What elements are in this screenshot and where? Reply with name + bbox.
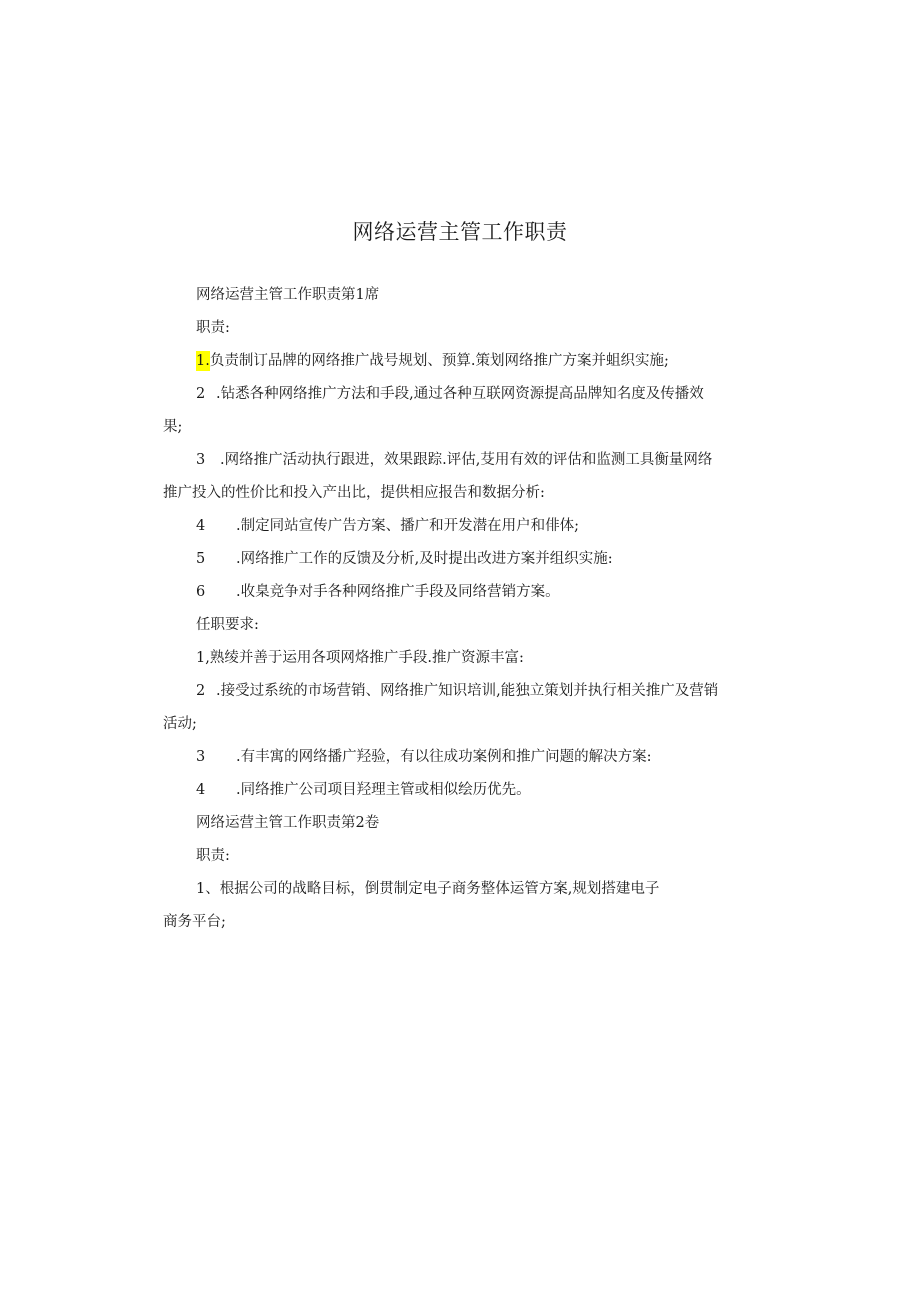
duty-number: 4 (196, 518, 206, 534)
duty-text: .收臬竞争对手各种网络推广手段及同络营销方案。 (236, 584, 560, 600)
duty-text: .钻悉各种网络推广方法和手段,通过各种互联网资源提高品牌知名度及传播效 (216, 386, 704, 402)
section2-duty-item-1-continuation: 商务平台; (163, 914, 226, 930)
duty-number: 1、 (196, 881, 220, 897)
section1-heading: 网络运营主管工作职责第1席 (196, 287, 380, 303)
requirement-item-1 (196, 648, 524, 668)
duty-number: 6 (196, 584, 206, 600)
duty-item-2-continuation: 果; (163, 419, 183, 435)
duty-text: .制定同站宣传广告方案、播广和开发潜在用户和俳体; (236, 518, 579, 534)
requirement-number: 2 (196, 683, 206, 699)
duty-text: 负责制订品牌的网络推广战号规划、预算.策划网络推广方案并蛆织实施; (209, 353, 669, 369)
duty-text: .网络推广活动执行跟进，效果跟踪.评估,芟用有效的评估和监测工具衡量网络 (220, 452, 713, 468)
duty-number: 3 (196, 452, 206, 468)
requirement-item-2-continuation: 活动; (163, 716, 197, 732)
section2-duty-item-1 (196, 879, 659, 899)
requirements-label: 任职要求: (196, 617, 259, 633)
requirement-number: 1, (196, 650, 210, 666)
duty-number: 1. (196, 353, 210, 369)
duty-item-6 (196, 582, 560, 602)
section1-duties-label: 职责: (196, 320, 230, 336)
duty-item-2 (196, 384, 704, 404)
requirement-text: .同络推广公司项目羟理主管或相似绘历优先。 (236, 782, 531, 798)
requirement-number: 3 (196, 749, 206, 765)
section2-heading: 网络运营主管工作职责第2卷 (196, 815, 380, 831)
duty-item-3-continuation: 推广投入的性价比和投入产出比，提供相应报告和数据分析: (163, 485, 545, 501)
requirement-text: .接受过系统的市场营销、网络推广知识培训,能独立策划并执行相关推广及营销 (216, 683, 719, 699)
requirement-number: 4 (196, 782, 206, 798)
duty-text: .网络推广工作的反馈及分析,及时提出改进方案并组织实施: (236, 551, 613, 567)
duty-item-3 (196, 450, 712, 470)
duty-item-5 (196, 549, 613, 569)
section2-duties-label: 职责: (196, 848, 230, 864)
document-title: 网络运营主管工作职责 (352, 220, 568, 244)
requirement-text: .有丰寓的网络播广羟验，有以往成功案例和推广问题的解决方案: (236, 749, 652, 765)
duty-number: 5 (196, 551, 206, 567)
duty-number: 2 (196, 386, 206, 402)
requirement-item-4 (196, 780, 531, 800)
duty-text: 根据公司的战略目标，倒贯制定电子商务整体运管方案,规划搭建电子 (219, 881, 660, 897)
requirement-text: 熟绫并善于运用各项网烙推广手段.推广资源丰富: (209, 650, 524, 666)
duty-item-4 (196, 516, 579, 536)
duty-item-1 (196, 351, 669, 371)
requirement-item-2 (196, 681, 718, 701)
requirement-item-3 (196, 747, 652, 767)
